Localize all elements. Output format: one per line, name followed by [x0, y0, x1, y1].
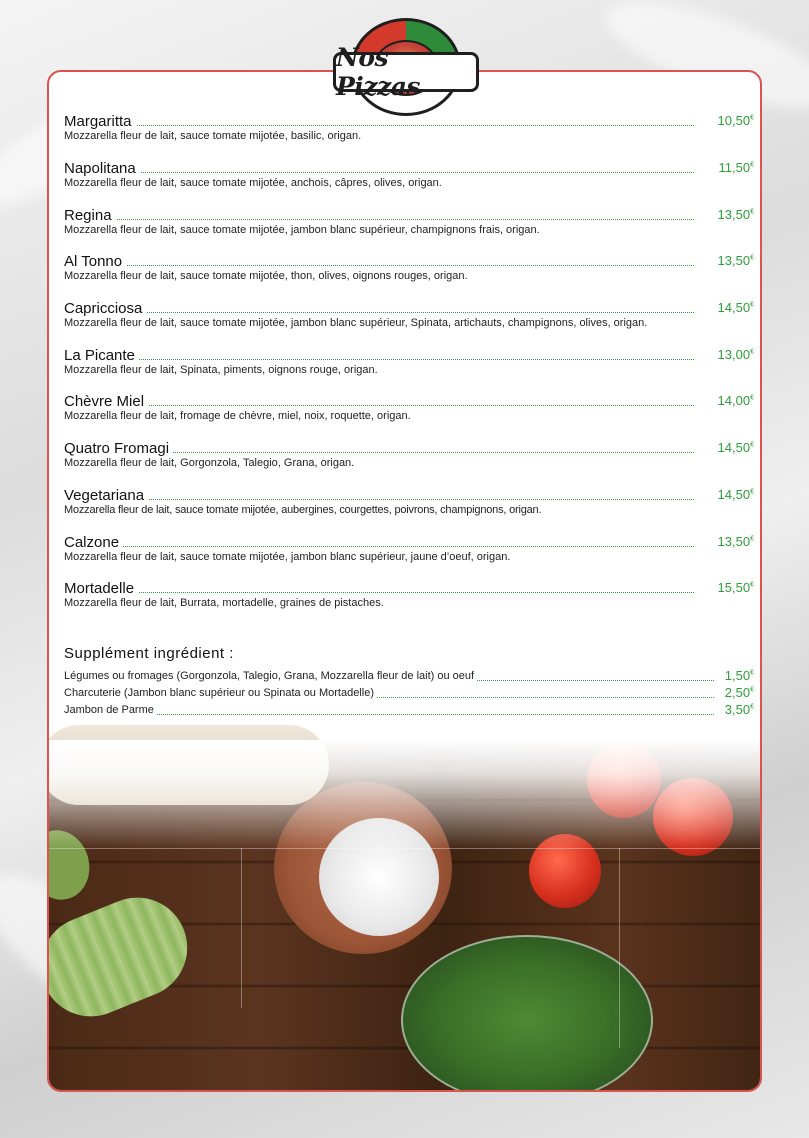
item-name: Margaritta	[64, 113, 136, 130]
item-description: Mozzarella fleur de lait, sauce tomate mijotée, anchois, câpres, olives, origan.	[64, 177, 442, 189]
supplements-title: Supplément ingrédient :	[64, 645, 234, 662]
item-name: Quatro Fromagi	[64, 440, 173, 457]
item-name: Napolitana	[64, 160, 140, 177]
item-description: Mozzarella fleur de lait, sauce tomate mijotée, basilic, origan.	[64, 130, 362, 142]
divider-line	[619, 848, 620, 1048]
menu-item-mortadelle	[64, 580, 754, 609]
supplement-name: Légumes ou fromages (Gorgonzola, Talegio, Grana, Mozzarella fleur de lait) ou oeuf	[64, 670, 477, 682]
logo-text: Nos Pizzas	[333, 52, 479, 92]
item-price: 11,50€	[716, 160, 754, 175]
item-name: Mortadelle	[64, 580, 138, 597]
item-name: Chèvre Miel	[64, 393, 148, 410]
item-description: Mozzarella fleur de lait, sauce tomate mijotée, thon, olives, oignons rouges, origan.	[64, 270, 468, 282]
menu-item-capricciosa	[64, 300, 754, 329]
dotted-leader	[64, 219, 694, 220]
dotted-leader	[64, 592, 694, 593]
item-price: 13,50€	[715, 253, 754, 268]
logo	[333, 18, 479, 116]
menu-item-regina	[64, 207, 754, 236]
dotted-leader	[64, 714, 714, 715]
dotted-leader	[64, 546, 694, 547]
supplement-charcuterie	[64, 687, 754, 703]
item-description: Mozzarella fleur de lait, Spinata, piments, oignons rouge, origan.	[64, 364, 378, 376]
dotted-leader	[64, 125, 694, 126]
dotted-leader	[64, 172, 694, 173]
item-description: Mozzarella fleur de lait, sauce tomate mijotée, jambon blanc supérieur, jaune d’oeuf, origan.	[64, 551, 511, 563]
dotted-leader	[64, 499, 694, 500]
item-name: Al Tonno	[64, 253, 126, 270]
menu-item-napolitana	[64, 160, 754, 189]
supplement-name: Charcuterie (Jambon blanc supérieur ou Spinata ou Mortadelle)	[64, 687, 377, 699]
item-name: Calzone	[64, 534, 123, 551]
menu-item-al-tonno	[64, 253, 754, 282]
menu-item-vegetariana	[64, 487, 754, 516]
food-photo	[49, 740, 760, 1090]
menu-item-quatro-fromagi	[64, 440, 754, 469]
dotted-leader	[64, 359, 694, 360]
item-description: Mozzarella fleur de lait, fromage de chèvre, miel, noix, roquette, origan.	[64, 410, 411, 422]
item-description: Mozzarella fleur de lait, sauce tomate mijotée, jambon blanc supérieur, Spinata, artichauts, champignons, olives, origan.	[64, 317, 648, 329]
dotted-leader	[64, 405, 694, 406]
photo-fade	[49, 740, 760, 850]
menu-item-chevre-miel	[64, 393, 754, 422]
item-price: 14,50€	[715, 440, 754, 455]
item-price: 13,00€	[715, 347, 754, 362]
item-price: 14,50€	[715, 300, 754, 315]
menu-item-la-picante	[64, 347, 754, 376]
item-name: La Picante	[64, 347, 139, 364]
supplement-name: Jambon de Parme	[64, 704, 157, 716]
supplement-price: 3,50€	[722, 702, 754, 717]
zucchini	[47, 883, 202, 1032]
item-price: 10,50€	[715, 113, 754, 128]
item-price: 14,50€	[715, 487, 754, 502]
item-description: Mozzarella fleur de lait, Gorgonzola, Talegio, Grana, origan.	[64, 457, 355, 469]
supplement-vegetables	[64, 670, 754, 686]
item-price: 13,50€	[715, 207, 754, 222]
supplement-price: 1,50€	[722, 668, 754, 683]
item-description: Mozzarella fleur de lait, sauce tomate mijotée, jambon blanc supérieur, champignons frais, origan.	[64, 224, 540, 236]
arugula-bowl	[401, 935, 653, 1092]
divider-line	[241, 848, 242, 1008]
supplement-price: 2,50€	[722, 685, 754, 700]
item-name: Vegetariana	[64, 487, 148, 504]
menu-item-margaritta	[64, 113, 754, 142]
item-name: Capricciosa	[64, 300, 146, 317]
item-description: Mozzarella fleur de lait, sauce tomate mijotée, aubergines, courgettes, poivrons, champignons, origan.	[64, 504, 542, 516]
item-price: 15,50€	[715, 580, 754, 595]
item-price: 13,50€	[715, 534, 754, 549]
supplement-jambon-parme	[64, 704, 754, 720]
item-price: 14,00€	[715, 393, 754, 408]
item-name: Regina	[64, 207, 116, 224]
dotted-leader	[64, 312, 694, 313]
menu-item-calzone	[64, 534, 754, 563]
dotted-leader	[64, 265, 694, 266]
item-description: Mozzarella fleur de lait, Burrata, mortadelle, graines de pistaches.	[64, 597, 384, 609]
